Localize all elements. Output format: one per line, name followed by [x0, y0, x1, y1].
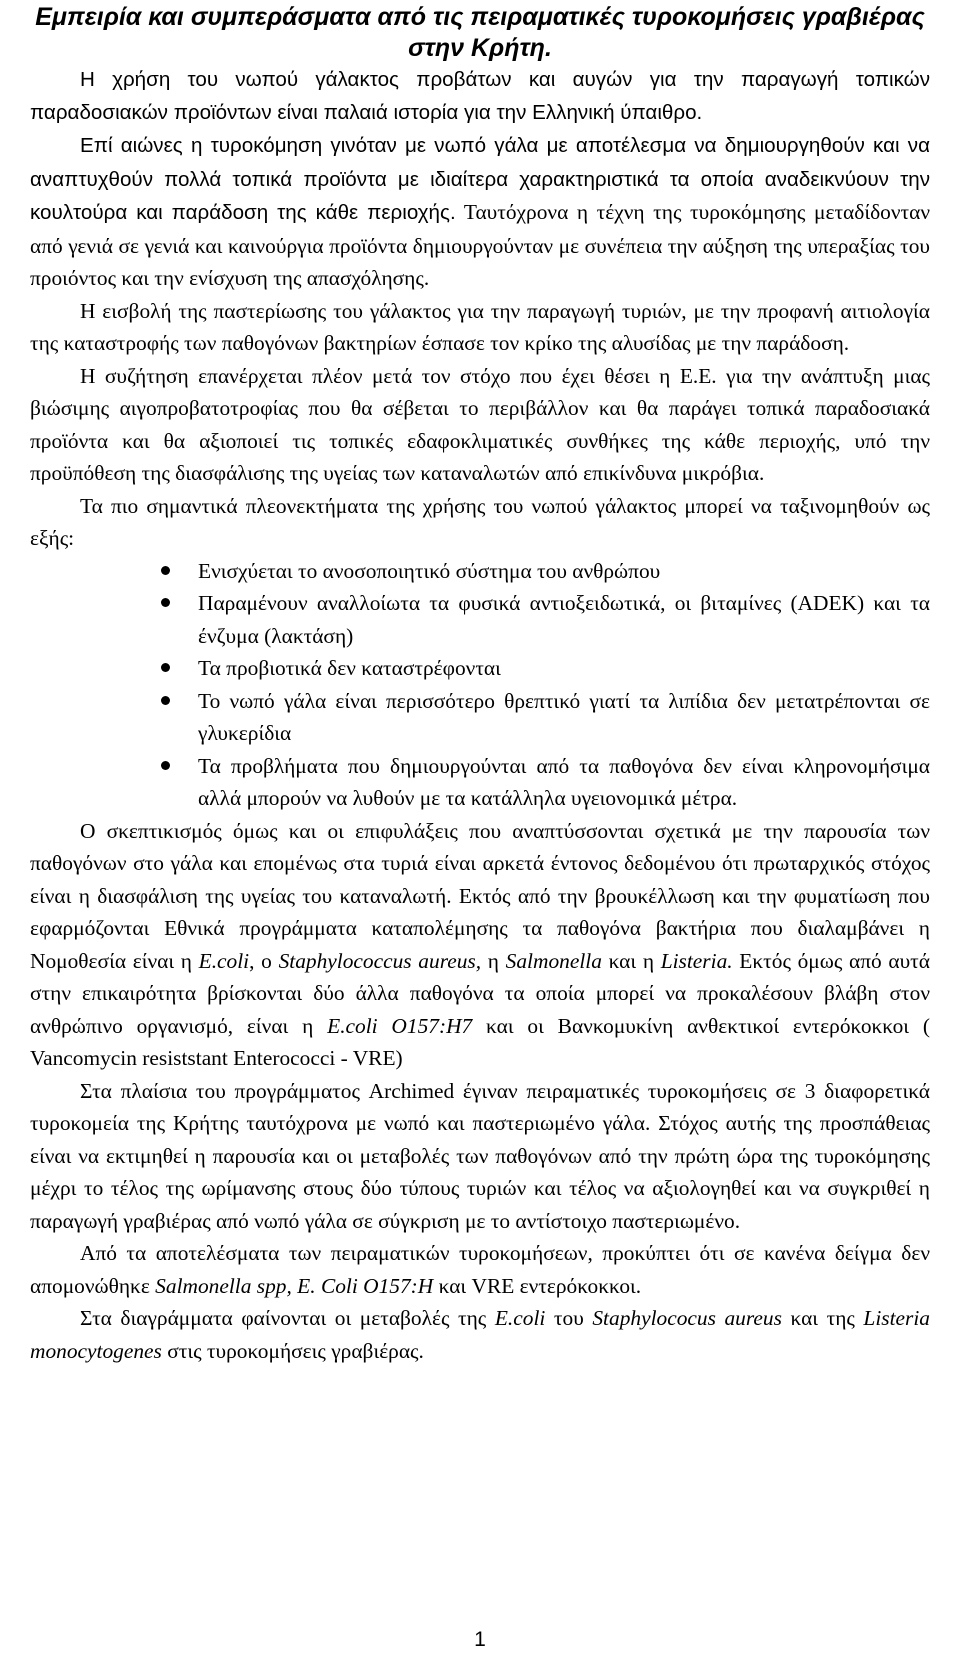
pathogen-name: Salmonella spp, E. Coli O157:H	[155, 1273, 434, 1298]
paragraph-pasteurization: Η εισβολή της παστερίωσης του γάλακτος για την παραγωγή τυριών, με την προφανή αιτιολογία της καταστροφής των παθογόνων βακτηρίων έσπασε τον κρίκο της αλυσίδας με την παράδοση.	[30, 298, 930, 355]
pathogen-name: Staphylococcus aureus,	[278, 948, 482, 973]
pathogen-name: Listeria monocytogenes	[30, 1306, 930, 1363]
bullet-icon	[161, 598, 170, 607]
paragraph-archimed: Στα πλαίσια του προγράμματος Archimed έγιναν πειραματικές τυροκομήσεις σε 3 διαφορετικά τυροκομεία της Κρήτης ταυτόχρονα με νωπό και παστεριωμένο γάλα. Στόχος αυτής της προσπάθειας είναι να εκτιμηθεί η παρουσία και οι μεταβολές των παθογόνων από την πρώτη ώρα της τυροκόμησης μέχρι το τέλος της ωρίμανσης στους δύο τύπους τυριών και τέλος να αξιολογηθεί και να συγκριθεί η παραγωγή γραβιέρας από νωπό γάλα σε σύγκριση με το αντίστοιχο παστεριωμένο.	[30, 1078, 930, 1233]
list-item: Παραμένουν αναλλοίωτα τα φυσικά αντιοξειδωτικά, οι βιταμίνες (ADEK) και τα ένζυμα (λακτάση)	[198, 587, 930, 652]
paragraph-tradition	[30, 129, 930, 295]
pathogen-name: Listeria.	[660, 948, 733, 973]
bullet-icon	[161, 663, 170, 672]
paragraph-tradition-part-b: Ταυτόχρονα η τέχνη της τυροκόμησης μεταδίδονταν από γενιά σε γενιά και καινούργια προϊόντα δημιουργούνταν με συνέπεια την αύξηση της υπεραξίας του προιόντος και την ενίσχυση της απασχόλησης.	[30, 200, 930, 290]
bullet-icon	[161, 761, 170, 770]
pathogen-name: E.coli	[198, 948, 250, 973]
list-item: Τα προβλήματα που δημιουργούνται από τα παθογόνα δεν είναι κληρονομήσιμα αλλά μπορούν να λυθούν με τα κατάλληλα υγειονομικά μέτρα.	[198, 750, 930, 815]
paragraph-diagrams: Στα διαγράμματα φαίνονται οι μεταβολές της E.coli του Staphylococus aureus και της Listeria monocytogenes στις τυροκομήσεις γραβιέρας.	[30, 1306, 930, 1363]
paragraph-pathogens: Ο σκεπτικισμός όμως και οι επιφυλάξεις που αναπτύσσονται σχετικά με την παρουσία των παθογόνων στο γάλα και επομένως στα τυριά είναι αρκετά έντονος δεδομένου ότι πρωταρχικός στόχος είναι η διασφάλιση της υγείας του καταναλωτή. Εκτός από την βρουκέλλωση και την φυματίωση που εφαρμόζονται Εθνικά προγράμματα καταπολέμησης τα παθογόνα βακτήρια που διαλαμβάνει η Νομοθεσία είναι η E.coli, ο Staphylococcus aureus, η Salmonella και η Listeria. Εκτός όμως από αυτά στην επικαιρότητα βρίσκονται δύο άλλα παθογόνα τα οποία μπορεί να προκαλέσουν βλάβη στον ανθρώπινο οργανισμό, είναι η E.coli O157:H7 και οι Βανκομυκίνη ανθεκτικοί εντερόκοκκοι ( Vancomycin resiststant Enterococci - VRE)	[30, 818, 930, 1070]
pathogen-name: Salmonella	[505, 948, 602, 973]
list-item: Τα προβιοτικά δεν καταστρέφονται	[198, 652, 930, 685]
pathogen-name: E.coli	[494, 1306, 546, 1330]
paragraph-tradition-part-a: Επί αιώνες η τυροκόμηση γινόταν με νωπό γάλα με αποτέλεσμα να δημιουργηθούν και να αναπτυχθούν πολλά τοπικά προϊόντα με ιδιαίτερα χαρακτηριστικά τα οποία αναδεικνύουν την κουλτούρα και παράδοση της κάθε περιοχής.	[30, 134, 930, 224]
paragraph-eu-goal: Η συζήτηση επανέρχεται πλέον μετά τον στόχο που έχει θέσει η Ε.Ε. για την ανάπτυξη μιας βιώσιμης αιγοπροβατοτροφίας που θα σέβεται το περιβάλλον και θα παράγει τοπικά παραδοσιακά προϊόντα και θα αξιοποιεί τις τοπικές εδαφοκλιματικές συνθήκες της κάθε περιοχής, υπό την προϋπόθεση της διασφάλισης της υγείας των καταναλωτών από επικίνδυνα μικρόβια.	[30, 363, 930, 485]
advantages-list	[30, 555, 930, 815]
pathogen-name: Staphylococus aureus	[592, 1306, 782, 1330]
bullet-icon	[161, 566, 170, 575]
paragraph-advantages-intro: Τα πιο σημαντικά πλεονεκτήματα της χρήσης του νωπού γάλακτος μπορεί να ταξινομηθούν ως εξής:	[30, 493, 930, 550]
paragraph-intro: Η χρήση του νωπού γάλακτος προβάτων και αυγών για την παραγωγή τοπικών παραδοσιακών προϊόντων είναι παλαιά ιστορία για την Ελληνική ύπαιθρο.	[30, 68, 930, 124]
paragraph-results: Από τα αποτελέσματα των πειραματικών τυροκομήσεων, προκύπτει ότι σε κανένα δείγμα δεν απομονώθηκε Salmonella spp, E. Coli O157:H και VRE εντερόκοκκοι.	[30, 1241, 930, 1298]
list-item: Το νωπό γάλα είναι περισσότερο θρεπτικό γιατί τα λιπίδια δεν μετατρέπονται σε γλυκερίδια	[198, 685, 930, 750]
bullet-icon	[161, 696, 170, 705]
document-title: Εμπειρία και συμπεράσματα από τις πειραματικές τυροκομήσεις γραβιέρας στην Κρήτη.	[35, 3, 925, 62]
pathogen-name: E.coli O157:H7	[327, 1013, 473, 1038]
page-number: 1	[474, 1628, 486, 1651]
list-item: Ενισχύεται το ανοσοποιητικό σύστημα του ανθρώπου	[198, 555, 930, 588]
